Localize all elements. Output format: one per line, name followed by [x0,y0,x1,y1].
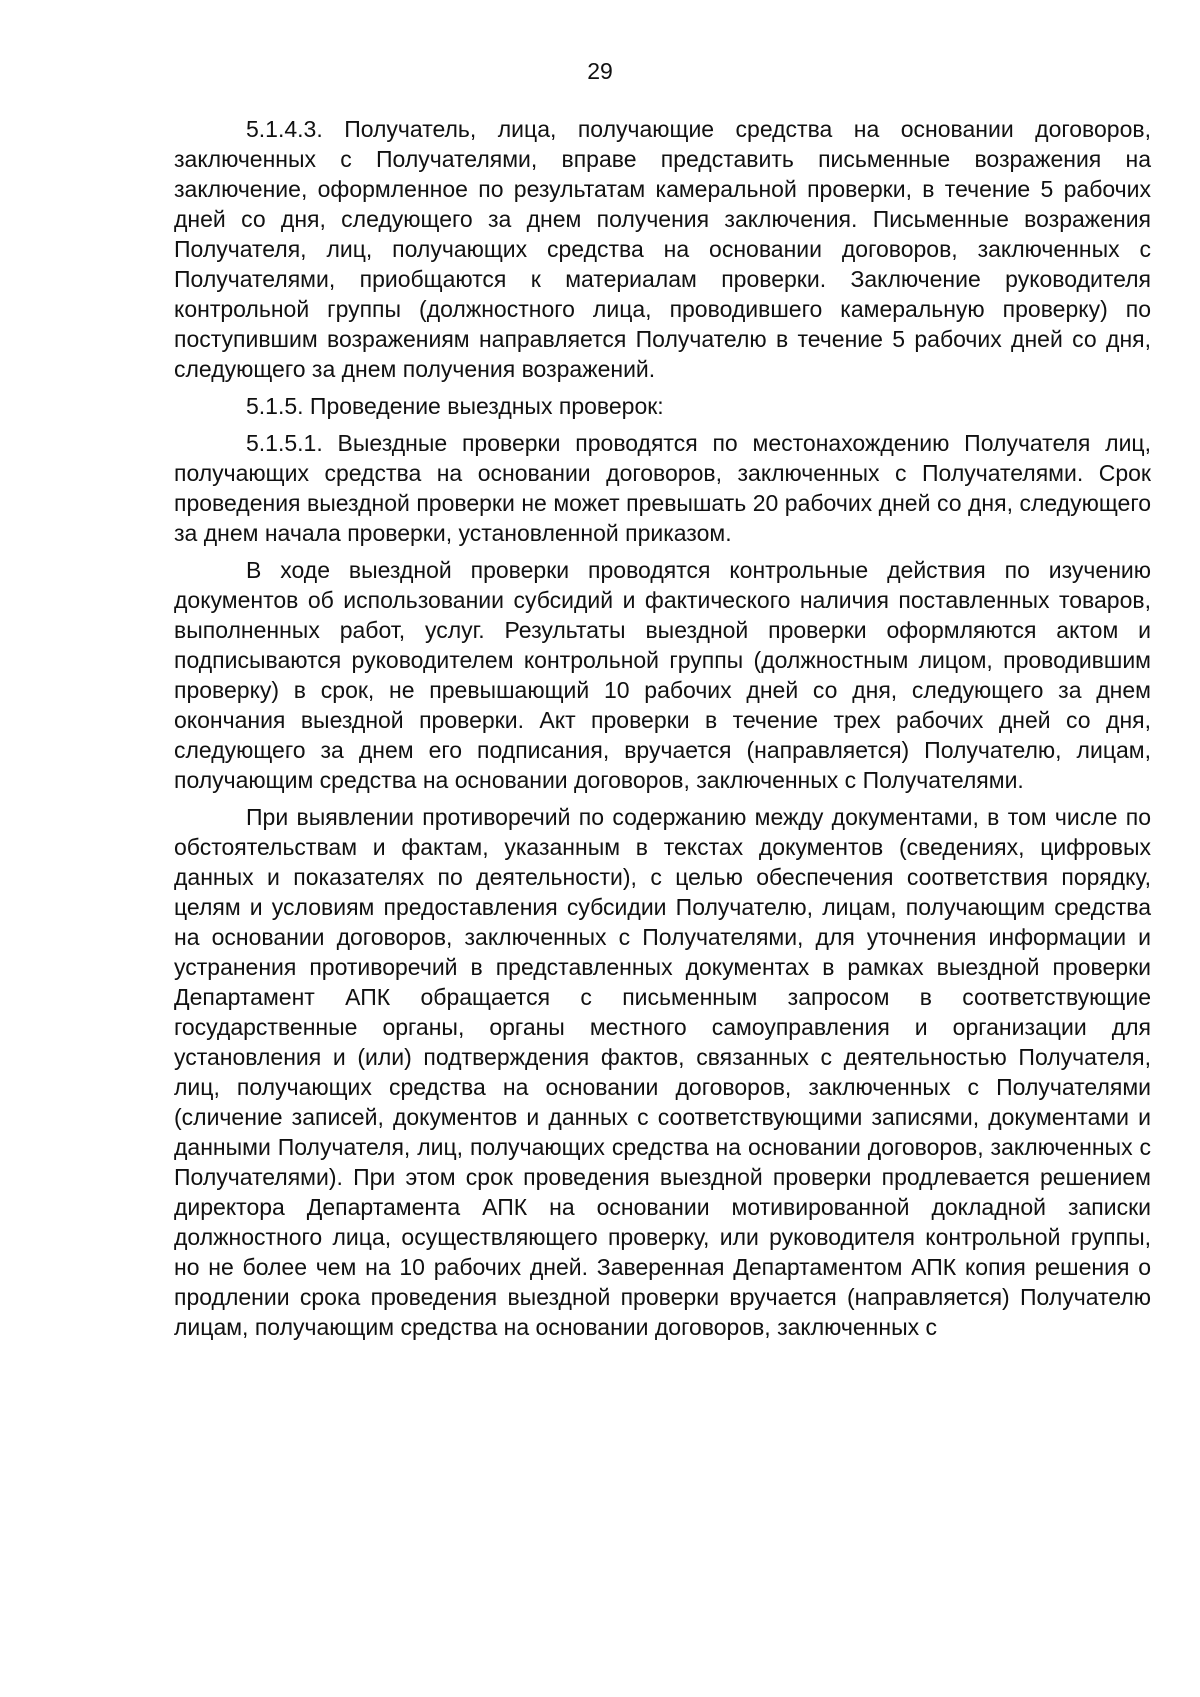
page-number: 29 [587,58,613,84]
paragraph-field-check-actions: В ходе выездной проверки проводятся контрольные действия по изучению документов об использовании субсидий и фактического наличия поставленных товаров, выполненных работ, услуг. Результаты выездной проверки оформляются актом и подписываются руководителем контрольной группы (должностным лицом, проводившим проверку) в срок, не превышающий 10 рабочих дней со дня, следующего за днем окончания выездной проверки. Акт проверки в течение трех рабочих дней со дня, следующего за днем его подписания, вручается (направляется) Получателю, лицам, получающим средства на основании договоров, заключенных с Получателями. [174,557,1151,793]
page-body [174,114,1151,1349]
paragraph-5-1-4-3: 5.1.4.3. Получатель, лица, получающие средства на основании договоров, заключенных с Получателями, вправе представить письменные возражения на заключение, оформленное по результатам камеральной проверки, в течение 5 рабочих дней со дня, следующего за днем получения заключения. Письменные возражения Получателя, лиц, получающих средства на основании договоров, заключенных с Получателями, приобщаются к материалам проверки. Заключение руководителя контрольной группы (должностного лица, проводившего камеральную проверку) по поступившим возражениям направляется Получателю в течение 5 рабочих дней со дня, следующего за днем получения возражений. [174,116,1151,382]
paragraph-5-1-5-heading: 5.1.5. Проведение выездных проверок: [246,393,664,419]
paragraph-contradictions: При выявлении противоречий по содержанию между документами, в том числе по обстоятельствам и фактам, указанным в текстах документов (сведениях, цифровых данных и показателях по деятельности), с целью обеспечения соответствия порядку, целям и условиям предоставления субсидии Получателю, лицам, получающим средства на основании договоров, заключенных с Получателями, для уточнения информации и устранения противоречий в представленных документах в рамках выездной проверки Департамент АПК обращается с письменным запросом в соответствующие государственные органы, органы местного самоуправления и организации для установления и (или) подтверждения фактов, связанных с деятельностью Получателя, лиц, получающих средства на основании договоров, заключенных с Получателями (сличение записей, документов и данных с соответствующими записями, документами и данными Получателя, лиц, получающих средства на основании договоров, заключенных с Получателями). При этом срок проведения выездной проверки продлевается решением директора Департамента АПК на основании мотивированной докладной записки должностного лица, осуществляющего проверку, или руководителя контрольной группы, но не более чем на 10 рабочих дней. Заверенная Департаментом АПК копия решения о продлении срока проведения выездной проверки вручается (направляется) Получателю лицам, получающим средства на основании договоров, заключенных с [174,804,1151,1340]
paragraph-5-1-5-1: 5.1.5.1. Выездные проверки проводятся по местонахождению Получателя лиц, получающих средства на основании договоров, заключенных с Получателями. Срок проведения выездной проверки не может превышать 20 рабочих дней со дня, следующего за днем начала проверки, установленной приказом. [174,430,1151,546]
